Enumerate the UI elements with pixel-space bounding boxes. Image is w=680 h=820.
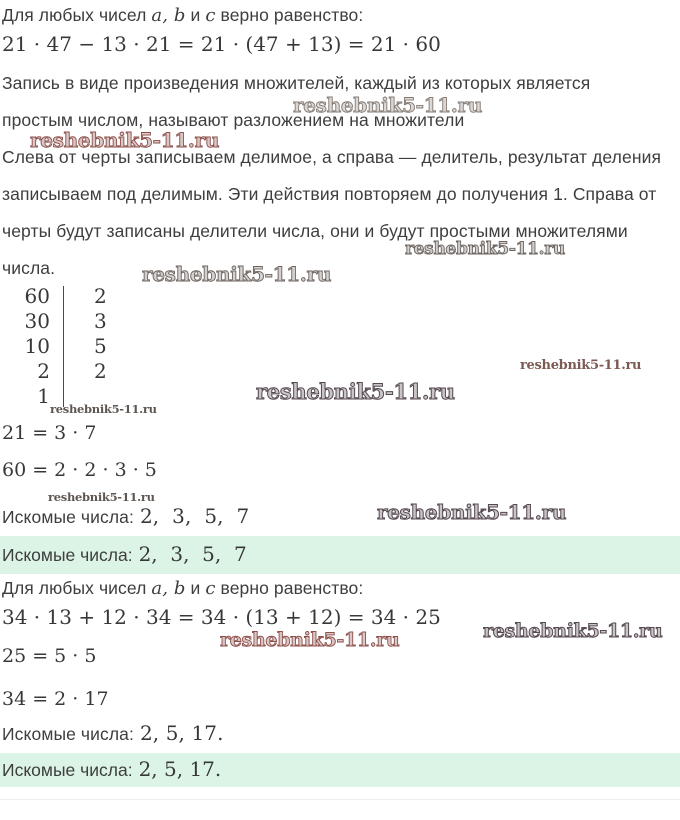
dividend-cell: 10 [24, 334, 50, 358]
dividend-cell: 60 [24, 284, 50, 308]
math-var-c: c [205, 5, 216, 26]
bottom-divider-line [0, 799, 680, 800]
watermark: reshebnik5-11.ru [142, 262, 332, 286]
division-table [20, 284, 170, 410]
result-numbers: 2, 3, 5, 7 [139, 504, 250, 528]
watermark: reshebnik5-11.ru [293, 93, 483, 117]
equation-distributive-2: 34 · 13 + 12 · 34 = 34 · (13 + 12) = 34 · 25 [2, 605, 441, 629]
watermark: reshebnik5-11.ru [405, 239, 565, 259]
result-label: Искомые числа: [2, 507, 134, 527]
answer-label: Искомые числа: [2, 545, 133, 565]
factorization-21: 21 = 3 · 7 [2, 422, 97, 444]
watermark: reshebnik5-11.ru [48, 490, 155, 504]
intro-conj: и [185, 5, 206, 25]
watermark: reshebnik5-11.ru [483, 620, 663, 642]
answer-highlight-2 [0, 753, 680, 787]
answer-numbers: 2, 5, 17. [138, 757, 222, 781]
divisor-cell: 3 [94, 309, 107, 333]
math-var-ab: a, b [151, 578, 186, 599]
answer-label: Искомые числа: [2, 760, 133, 780]
result-line-2 [2, 721, 224, 745]
result-line-1 [2, 504, 249, 528]
intro-line-2 [2, 578, 363, 599]
intro-line-1 [2, 5, 363, 26]
watermark: reshebnik5-11.ru [520, 358, 642, 373]
factorization-34: 34 = 2 · 17 [2, 688, 109, 710]
definition-line-1: Запись в виде произведения множителей, каждый из которых является [2, 73, 591, 93]
result-label: Искомые числа: [2, 724, 134, 744]
result-numbers: 2, 5, 17. [139, 721, 224, 745]
watermark: reshebnik5-11.ru [220, 629, 400, 651]
dividend-cell: 1 [37, 384, 50, 408]
equation-distributive-1: 21 · 47 − 13 · 21 = 21 · (47 + 13) = 21 · 60 [2, 32, 441, 56]
divisor-cell: 5 [94, 334, 107, 358]
dividend-cell: 30 [24, 309, 50, 333]
intro-post: верно равенство: [215, 5, 364, 25]
divisor-cell: 2 [94, 359, 107, 383]
intro-conj: и [185, 578, 206, 598]
factorization-60: 60 = 2 · 2 · 3 · 5 [2, 459, 157, 481]
definition-line-2: простым числом, называют разложением на множители [2, 110, 465, 130]
method-line-2: записываем под делимым. Эти действия повторяем до получения 1. Справа от [2, 184, 657, 204]
math-var-ab: a, b [151, 5, 186, 26]
divisor-cell: 2 [94, 284, 107, 308]
answer-highlight-1 [0, 536, 680, 574]
watermark: reshebnik5-11.ru [30, 128, 220, 152]
method-line-1: Слева от черты записываем делимое, а справа — делитель, результат деления [2, 147, 662, 167]
intro-pre: Для любых чисел [2, 578, 152, 598]
watermark: reshebnik5-11.ru [256, 379, 455, 404]
factorization-25: 25 = 5 · 5 [2, 645, 97, 667]
table-divider-line [63, 286, 64, 407]
answer-numbers: 2, 3, 5, 7 [138, 542, 247, 566]
dividend-cell: 2 [37, 359, 50, 383]
watermark: reshebnik5-11.ru [50, 402, 157, 416]
intro-post: верно равенство: [215, 578, 364, 598]
watermark: reshebnik5-11.ru [377, 500, 567, 524]
method-line-4: числа. [2, 258, 56, 278]
method-line-3: черты будут записаны делители числа, они и будут простыми множителями [2, 221, 628, 241]
intro-pre: Для любых чисел [2, 5, 152, 25]
math-var-c: c [205, 578, 216, 599]
